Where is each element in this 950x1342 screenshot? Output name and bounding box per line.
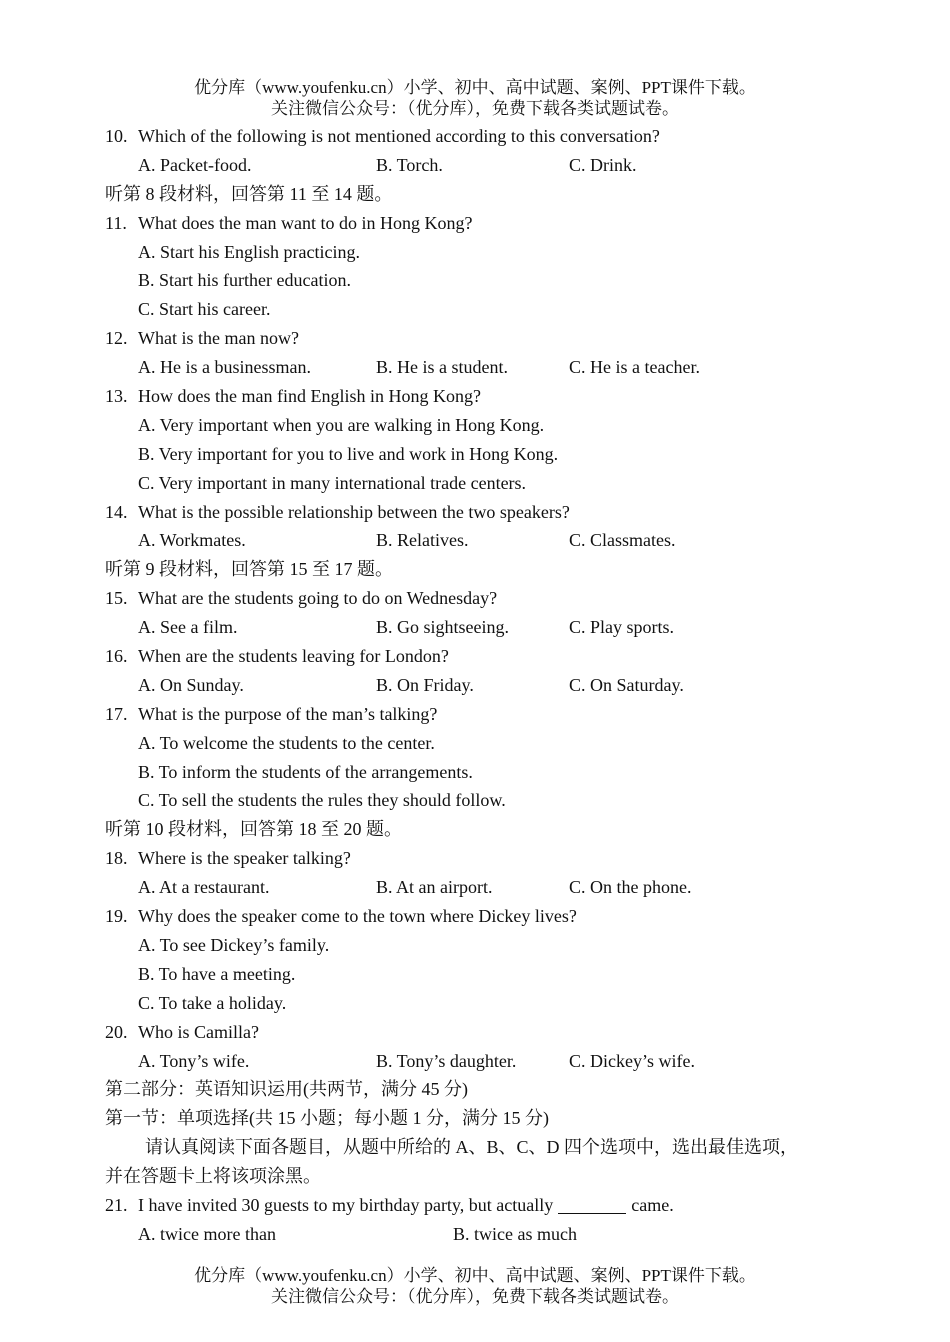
option-c: C. He is a teacher. <box>569 357 700 378</box>
option-b: B. On Friday. <box>376 674 474 695</box>
answer-blank <box>558 1195 626 1214</box>
option-a: A. Packet-food. <box>138 154 252 175</box>
question-number: 17. <box>105 703 128 724</box>
option-b: B. Go sightseeing. <box>376 617 509 638</box>
options-row <box>105 526 845 555</box>
question-text: What does the man want to do in Hong Kong? <box>138 212 473 233</box>
section-heading: 第一节：单项选择(共 15 小题；每小题 1 分，满分 15 分) <box>105 1108 549 1129</box>
question-number: 19. <box>105 906 128 927</box>
section-instruction: 听第 9 段材料，回答第 15 至 17 题。 <box>105 559 393 580</box>
header-line-2: 关注微信公众号：（优分库），免费下载各类试题试卷。 <box>271 99 679 118</box>
question-text: What is the man now? <box>138 328 299 349</box>
option-c: C. Drink. <box>569 154 637 175</box>
question-17 <box>105 700 845 729</box>
question-number: 10. <box>105 126 128 146</box>
exam-content <box>105 122 845 1249</box>
question-number: 12. <box>105 328 128 349</box>
footer-line-1: 优分库（www.youfenku.cn）小学、初中、高中试题、案例、PPT课件下载。 <box>194 1266 756 1285</box>
question-number: 15. <box>105 588 128 609</box>
question-11 <box>105 209 845 238</box>
question-number: 20. <box>105 1021 128 1042</box>
question-text: What are the students going to do on Wednesday? <box>138 588 498 609</box>
instruction-line-1: 请认真阅读下面各题目，从题中所给的 A、B、C、D 四个选项中，选出最佳选项， <box>145 1137 799 1158</box>
question-21 <box>105 1191 845 1220</box>
question-text: What is the possible relationship between the two speakers? <box>138 501 570 522</box>
option-c: C. To take a holiday. <box>138 992 287 1013</box>
options-row <box>105 1047 845 1076</box>
options-row <box>105 613 845 642</box>
option-b: B. twice as much <box>453 1223 577 1244</box>
option-a: A. He is a businessman. <box>138 357 311 378</box>
options-row <box>105 873 845 902</box>
question-20 <box>105 1018 845 1047</box>
question-text: I have invited 30 guests to my birthday party, but actually <box>138 1194 554 1215</box>
option-c: C. Very important in many international trade centers. <box>138 472 527 493</box>
option-b: B. At an airport. <box>376 877 493 898</box>
question-text: Why does the speaker come to the town where Dickey lives? <box>138 906 577 927</box>
option-a: A. To see Dickey’s family. <box>138 934 330 955</box>
option-c: C. On the phone. <box>569 877 692 898</box>
question-13 <box>105 382 845 411</box>
option-b: B. Very important for you to live and work in Hong Kong. <box>138 443 559 464</box>
question-14 <box>105 498 845 527</box>
option-a: A. Workmates. <box>138 530 246 551</box>
options-row <box>105 671 845 700</box>
question-number: 13. <box>105 386 128 407</box>
question-number: 18. <box>105 848 128 869</box>
question-18 <box>105 844 845 873</box>
option-b: B. Torch. <box>376 154 443 175</box>
question-number: 21. <box>105 1194 128 1215</box>
header-line-1: 优分库（www.youfenku.cn）小学、初中、高中试题、案例、PPT课件下载。 <box>194 78 756 97</box>
option-c: C. To sell the students the rules they should follow. <box>138 790 506 811</box>
option-c: C. On Saturday. <box>569 674 684 695</box>
options-row <box>105 1220 845 1249</box>
option-a: A. See a film. <box>138 617 238 638</box>
question-text: What is the purpose of the man’s talking? <box>138 703 438 724</box>
option-c: C. Dickey’s wife. <box>569 1050 695 1071</box>
page-footer <box>0 1265 950 1307</box>
question-text: Which of the following is not mentioned according to this conversation? <box>138 126 660 146</box>
question-15 <box>105 584 845 613</box>
option-a: A. twice more than <box>138 1223 276 1244</box>
option-b: B. He is a student. <box>376 357 508 378</box>
question-number: 11. <box>105 212 127 233</box>
question-text: When are the students leaving for London? <box>138 646 449 667</box>
option-b: B. Tony’s daughter. <box>376 1050 517 1071</box>
question-text: How does the man find English in Hong Kong? <box>138 386 481 407</box>
options-row <box>105 151 845 180</box>
option-a: A. Start his English practicing. <box>138 241 360 262</box>
option-a: A. On Sunday. <box>138 674 244 695</box>
question-text: Where is the speaker talking? <box>138 848 351 869</box>
question-number: 14. <box>105 501 128 522</box>
question-19 <box>105 902 845 931</box>
instruction-line-2: 并在答题卡上将该项涂黑。 <box>105 1166 321 1187</box>
question-text: Who is Camilla? <box>138 1021 259 1042</box>
option-a: A. To welcome the students to the center. <box>138 732 435 753</box>
options-row <box>105 353 845 382</box>
option-c: C. Play sports. <box>569 617 675 638</box>
option-a: A. Tony’s wife. <box>138 1050 250 1071</box>
option-a: A. At a restaurant. <box>138 877 270 898</box>
page-header <box>0 77 950 119</box>
option-c: C. Start his career. <box>138 299 271 320</box>
option-b: B. To inform the students of the arrangements. <box>138 761 473 782</box>
option-b: B. Start his further education. <box>138 270 351 291</box>
question-12 <box>105 324 845 353</box>
section-instruction: 听第 8 段材料，回答第 11 至 14 题。 <box>105 183 393 204</box>
question-text-end: came. <box>631 1194 674 1215</box>
option-c: C. Classmates. <box>569 530 676 551</box>
part-heading: 第二部分：英语知识运用(共两节，满分 45 分) <box>105 1079 468 1100</box>
question-10 <box>105 122 845 151</box>
option-b: B. To have a meeting. <box>138 963 296 984</box>
option-a: A. Very important when you are walking in Hong Kong. <box>138 414 545 435</box>
question-16 <box>105 642 845 671</box>
footer-line-2: 关注微信公众号：（优分库），免费下载各类试题试卷。 <box>271 1287 679 1306</box>
option-b: B. Relatives. <box>376 530 469 551</box>
section-instruction: 听第 10 段材料，回答第 18 至 20 题。 <box>105 819 402 840</box>
question-number: 16. <box>105 646 128 667</box>
